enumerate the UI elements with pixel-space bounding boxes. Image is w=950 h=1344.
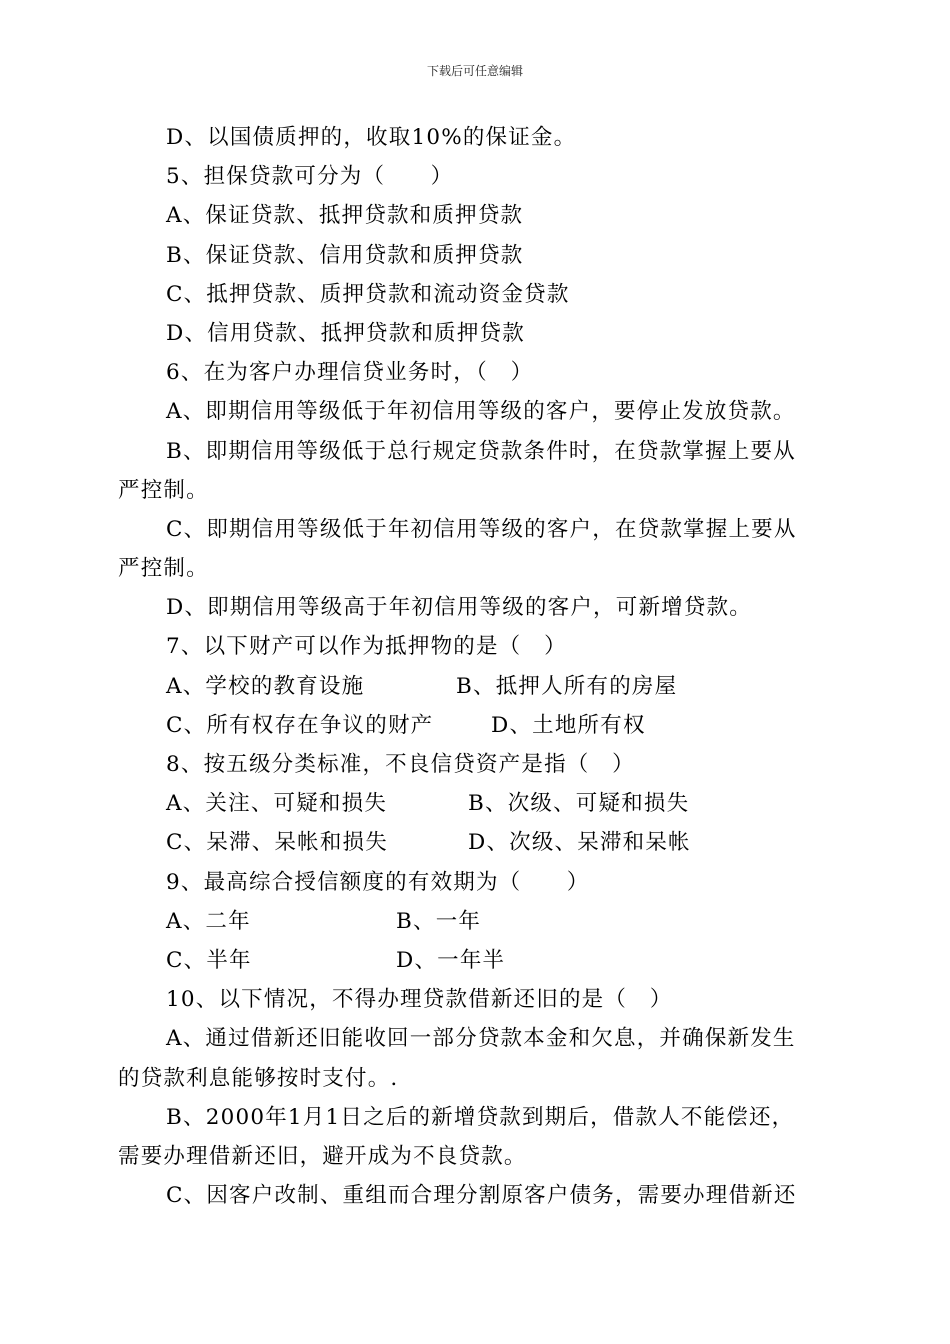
question-9: 9、最高综合授信额度的有效期为（ ） xyxy=(166,869,590,895)
document-body xyxy=(118,118,842,1215)
page-header: 下载后可任意编辑 xyxy=(426,64,523,78)
text-line: B、2000年1月1日之后的新增贷款到期后，借款人不能偿还， xyxy=(166,1104,795,1130)
option-left: A、学校的教育设施 xyxy=(166,673,365,699)
option-right: B、一年 xyxy=(396,908,482,934)
option-row xyxy=(118,667,842,706)
text-line: B、保证贷款、信用贷款和质押贷款 xyxy=(166,242,524,268)
option-left: C、呆滞、呆帐和损失 xyxy=(166,830,388,856)
option-row xyxy=(118,941,842,980)
text-line: D、信用贷款、抵押贷款和质押贷款 xyxy=(166,320,525,346)
text-line: B、即期信用等级低于总行规定贷款条件时，在贷款掌握上要从 xyxy=(166,438,796,464)
option-right: D、次级、呆滞和呆帐 xyxy=(468,830,691,856)
text-line: 严控制。 xyxy=(118,556,209,582)
text-line: C、因客户改制、重组而合理分割原客户债务，需要办理借新还 xyxy=(166,1183,797,1209)
option-pairs-q8 xyxy=(118,784,842,862)
text-line: 的贷款利息能够按时支付。. xyxy=(118,1065,399,1091)
option-left: C、所有权存在争议的财产 xyxy=(166,712,434,738)
text-line: 严控制。 xyxy=(118,477,209,503)
option-right: B、抵押人所有的房屋 xyxy=(456,673,678,699)
text-line: A、通过借新还旧能收回一部分贷款本金和欠息，并确保新发生 xyxy=(166,1026,796,1052)
text-line: D、即期信用等级高于年初信用等级的客户，可新增贷款。 xyxy=(166,595,752,621)
text-line: A、保证贷款、抵押贷款和质押贷款 xyxy=(166,203,524,229)
option-row xyxy=(118,706,842,745)
question-8: 8、按五级分类标准，不良信贷资产是指（ ） xyxy=(166,752,635,777)
text-line: 7、以下财产可以作为抵押物的是（ ） xyxy=(166,634,567,660)
question-10-lines xyxy=(118,980,842,1215)
text-line: C、即期信用等级低于年初信用等级的客户，在贷款掌握上要从 xyxy=(166,516,797,542)
option-left: A、二年 xyxy=(166,908,251,934)
option-pairs-q9 xyxy=(118,902,842,980)
text-line: 10、以下情况，不得办理贷款借新还旧的是（ ） xyxy=(166,987,673,1013)
question-lines xyxy=(118,118,842,667)
text-line: 6、在为客户办理信贷业务时，（ ） xyxy=(166,360,534,386)
option-row xyxy=(118,784,842,823)
option-pairs-q7 xyxy=(118,667,842,745)
option-right: D、一年半 xyxy=(396,947,506,973)
text-line: C、抵押贷款、质押贷款和流动资金贷款 xyxy=(166,281,570,307)
text-line: 5、担保贷款可分为（ ） xyxy=(166,164,454,190)
option-right: B、次级、可疑和损失 xyxy=(468,791,690,817)
text-line: 需要办理借新还旧，避开成为不良贷款。 xyxy=(118,1143,527,1169)
option-left: A、关注、可疑和损失 xyxy=(166,791,388,817)
option-left: C、半年 xyxy=(166,947,252,973)
option-right: D、土地所有权 xyxy=(491,712,646,738)
text-line: D、以国债质押的，收取10%的保证金。 xyxy=(166,125,577,150)
text-line: A、即期信用等级低于年初信用等级的客户，要停止发放贷款。 xyxy=(166,399,796,425)
option-row xyxy=(118,902,842,941)
option-row xyxy=(118,823,842,862)
